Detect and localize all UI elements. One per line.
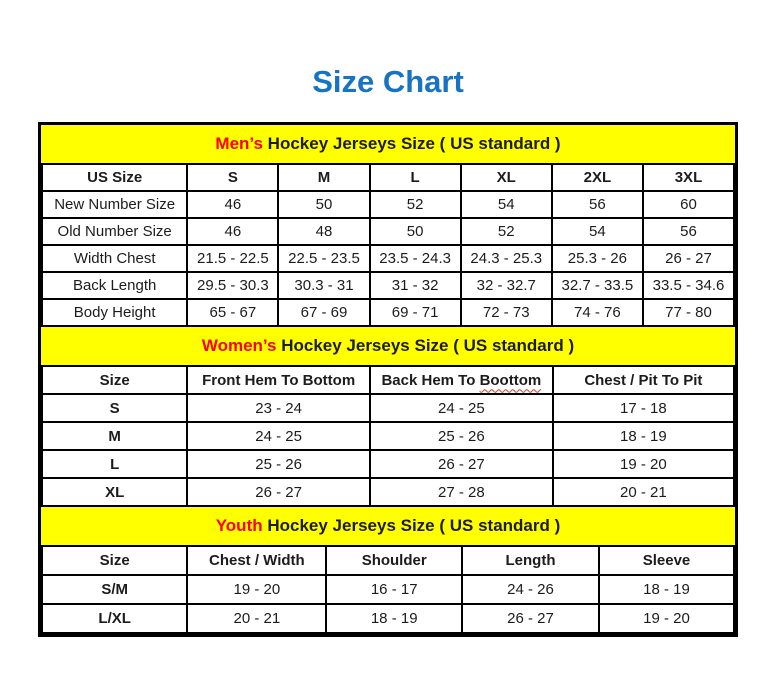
table-row bbox=[42, 272, 734, 299]
mens-col-2xl: 2XL bbox=[552, 164, 643, 191]
value-cell: 26 - 27 bbox=[462, 604, 599, 633]
value-cell: 19 - 20 bbox=[187, 575, 326, 604]
row-label-cell: M bbox=[42, 422, 187, 450]
value-cell: 46 bbox=[187, 218, 278, 245]
value-cell: 50 bbox=[278, 191, 369, 218]
womens-col-back-hem bbox=[370, 366, 553, 394]
row-label-cell: L bbox=[42, 450, 187, 478]
womens-banner-highlight: Women’s bbox=[201, 336, 277, 355]
table-row bbox=[42, 218, 734, 245]
table-row bbox=[42, 245, 734, 272]
value-cell: 26 - 27 bbox=[643, 245, 734, 272]
youth-col-sleeve: Sleeve bbox=[599, 546, 734, 575]
value-cell: 19 - 20 bbox=[553, 450, 734, 478]
value-cell: 56 bbox=[552, 191, 643, 218]
value-cell: 33.5 - 34.6 bbox=[643, 272, 734, 299]
value-cell: 65 - 67 bbox=[187, 299, 278, 326]
youth-col-length: Length bbox=[462, 546, 599, 575]
mens-col-m: M bbox=[278, 164, 369, 191]
value-cell: 27 - 28 bbox=[370, 478, 553, 506]
row-label-cell: S bbox=[42, 394, 187, 422]
value-cell: 18 - 19 bbox=[326, 604, 462, 633]
mens-col-l: L bbox=[370, 164, 461, 191]
value-cell: 16 - 17 bbox=[326, 575, 462, 604]
table-row bbox=[42, 422, 734, 450]
youth-col-size: Size bbox=[42, 546, 187, 575]
mens-banner-rest: Hockey Jerseys Size ( US standard ) bbox=[262, 134, 561, 153]
value-cell: 21.5 - 22.5 bbox=[187, 245, 278, 272]
mens-col-3xl: 3XL bbox=[643, 164, 734, 191]
value-cell: 52 bbox=[370, 191, 461, 218]
womens-banner-rest: Hockey Jerseys Size ( US standard ) bbox=[276, 336, 575, 355]
value-cell: 25 - 26 bbox=[187, 450, 370, 478]
row-label-cell: Back Length bbox=[42, 272, 187, 299]
value-cell: 67 - 69 bbox=[278, 299, 369, 326]
value-cell: 20 - 21 bbox=[187, 604, 326, 633]
value-cell: 24 - 26 bbox=[462, 575, 599, 604]
value-cell: 72 - 73 bbox=[461, 299, 552, 326]
row-label-cell: S/M bbox=[42, 575, 187, 604]
value-cell: 24 - 25 bbox=[370, 394, 553, 422]
value-cell: 69 - 71 bbox=[370, 299, 461, 326]
table-row bbox=[42, 394, 734, 422]
value-cell: 24.3 - 25.3 bbox=[461, 245, 552, 272]
value-cell: 30.3 - 31 bbox=[278, 272, 369, 299]
value-cell: 24 - 25 bbox=[187, 422, 370, 450]
row-label-cell: Old Number Size bbox=[42, 218, 187, 245]
value-cell: 54 bbox=[552, 218, 643, 245]
mens-col-xl: XL bbox=[461, 164, 552, 191]
value-cell: 50 bbox=[370, 218, 461, 245]
value-cell: 29.5 - 30.3 bbox=[187, 272, 278, 299]
value-cell: 23 - 24 bbox=[187, 394, 370, 422]
value-cell: 48 bbox=[278, 218, 369, 245]
youth-size-table bbox=[41, 545, 735, 634]
value-cell: 52 bbox=[461, 218, 552, 245]
value-cell: 32 - 32.7 bbox=[461, 272, 552, 299]
row-label-cell: XL bbox=[42, 478, 187, 506]
row-label-cell: Body Height bbox=[42, 299, 187, 326]
youth-banner-highlight: Youth bbox=[215, 516, 263, 535]
value-cell: 25 - 26 bbox=[370, 422, 553, 450]
mens-header-row bbox=[42, 164, 734, 191]
youth-col-chest-width: Chest / Width bbox=[187, 546, 326, 575]
youth-section-banner bbox=[41, 507, 735, 545]
value-cell: 23.5 - 24.3 bbox=[370, 245, 461, 272]
value-cell: 31 - 32 bbox=[370, 272, 461, 299]
value-cell: 74 - 76 bbox=[552, 299, 643, 326]
value-cell: 20 - 21 bbox=[553, 478, 734, 506]
back-hem-misspelled-word: Boottom bbox=[479, 371, 542, 389]
womens-col-size: Size bbox=[42, 366, 187, 394]
womens-section-banner bbox=[41, 327, 735, 365]
size-chart-table bbox=[38, 122, 738, 637]
youth-col-shoulder: Shoulder bbox=[326, 546, 462, 575]
row-label-cell: New Number Size bbox=[42, 191, 187, 218]
value-cell: 17 - 18 bbox=[553, 394, 734, 422]
youth-banner-rest: Hockey Jerseys Size ( US standard ) bbox=[262, 516, 561, 535]
value-cell: 19 - 20 bbox=[599, 604, 734, 633]
value-cell: 60 bbox=[643, 191, 734, 218]
row-label-cell: Width Chest bbox=[42, 245, 187, 272]
mens-section-banner bbox=[41, 125, 735, 163]
page-title: Size Chart bbox=[312, 64, 464, 99]
womens-header-row bbox=[42, 366, 734, 394]
mens-col-s: S bbox=[187, 164, 278, 191]
value-cell: 26 - 27 bbox=[370, 450, 553, 478]
value-cell: 54 bbox=[461, 191, 552, 218]
table-row bbox=[42, 478, 734, 506]
table-row bbox=[42, 604, 734, 633]
value-cell: 32.7 - 33.5 bbox=[552, 272, 643, 299]
table-row bbox=[42, 299, 734, 326]
mens-col-us-size: US Size bbox=[42, 164, 187, 191]
mens-size-table bbox=[41, 163, 735, 327]
table-row bbox=[42, 450, 734, 478]
value-cell: 22.5 - 23.5 bbox=[278, 245, 369, 272]
womens-col-chest: Chest / Pit To Pit bbox=[553, 366, 734, 394]
table-row bbox=[42, 191, 734, 218]
row-label-cell: L/XL bbox=[42, 604, 187, 633]
youth-header-row bbox=[42, 546, 734, 575]
value-cell: 46 bbox=[187, 191, 278, 218]
table-row bbox=[42, 575, 734, 604]
back-hem-prefix: Back Hem To bbox=[381, 371, 480, 389]
value-cell: 18 - 19 bbox=[553, 422, 734, 450]
value-cell: 56 bbox=[643, 218, 734, 245]
womens-col-front-hem: Front Hem To Bottom bbox=[187, 366, 370, 394]
value-cell: 77 - 80 bbox=[643, 299, 734, 326]
value-cell: 18 - 19 bbox=[599, 575, 734, 604]
mens-banner-highlight: Men’s bbox=[215, 134, 263, 153]
value-cell: 25.3 - 26 bbox=[552, 245, 643, 272]
womens-size-table bbox=[41, 365, 735, 507]
value-cell: 26 - 27 bbox=[187, 478, 370, 506]
